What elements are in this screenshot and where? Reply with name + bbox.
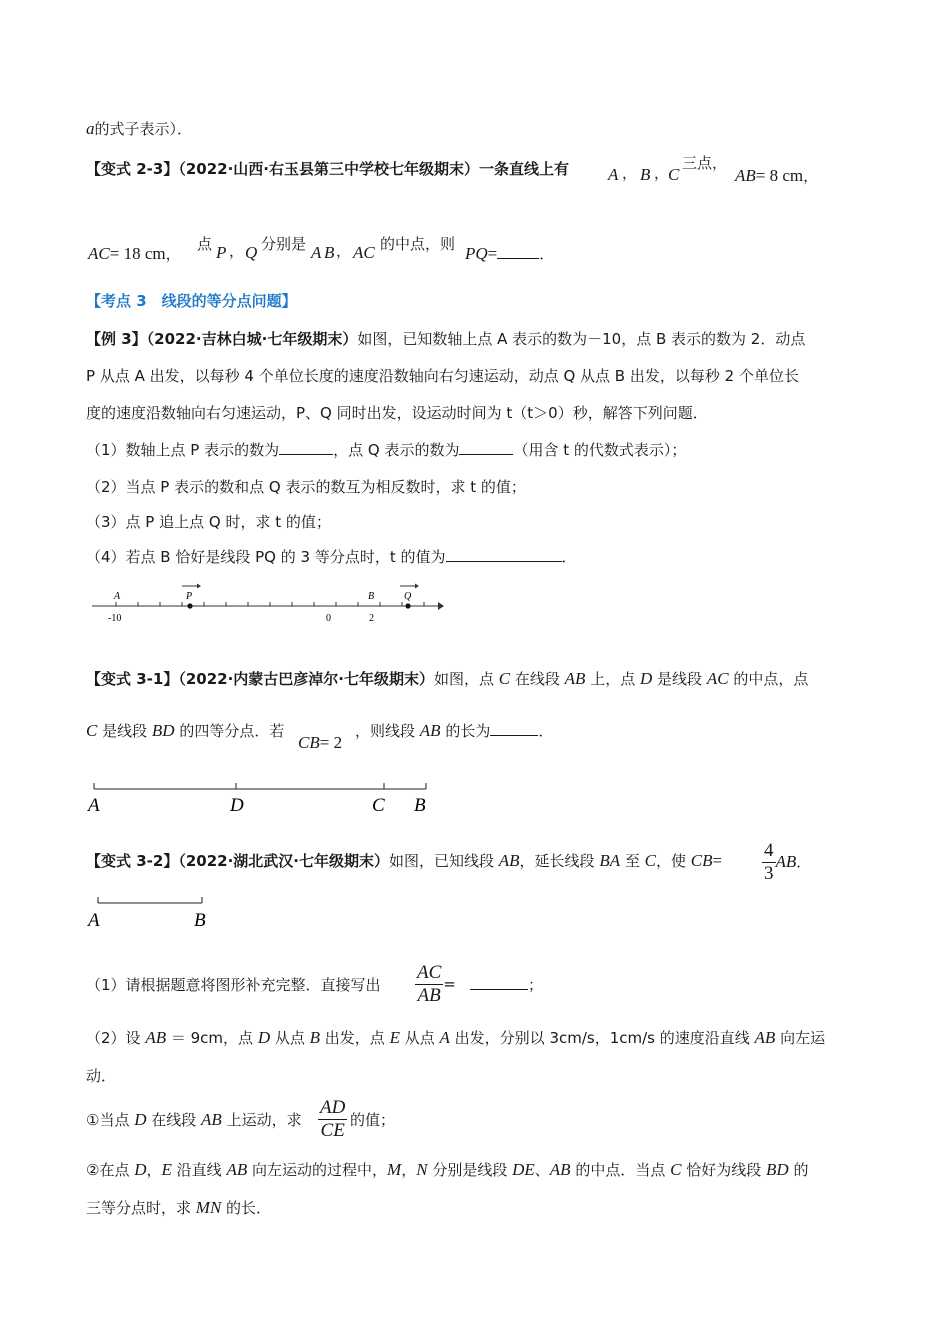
ex3-source: （2022·吉林白城·七年级期末）: [146, 330, 358, 348]
var: DE: [512, 1160, 535, 1179]
variant-2-3-line1: [86, 158, 569, 179]
ratio-answer-blank[interactable]: [470, 977, 528, 990]
point-p: P: [216, 243, 227, 262]
comma: ，: [229, 242, 245, 260]
blank-p[interactable]: [279, 442, 333, 455]
ex3-q3: （3）点 P 追上点 Q 时，求 t 的值；: [86, 513, 331, 531]
t: 是线段: [652, 670, 707, 688]
num: AC: [417, 962, 442, 983]
den: AB: [417, 985, 441, 1006]
v32-source: （2022·湖北武汉·七年级期末）: [178, 852, 389, 870]
t: 出发，点: [320, 1029, 390, 1047]
c1-end: 的值；: [350, 1111, 396, 1129]
ac-value: = 18 cm: [109, 244, 166, 263]
point-p-dot: [187, 603, 192, 608]
t: 从点: [399, 1029, 440, 1047]
comma: ，: [622, 164, 638, 182]
segment-figure-3-1: [84, 775, 444, 817]
t: ②在点: [86, 1161, 135, 1179]
zhongdian-text: 的中点，则: [380, 235, 456, 253]
v32-c2-line2: [86, 1197, 271, 1218]
number-line-figure: [86, 578, 446, 626]
point-a: A: [608, 165, 619, 184]
answer-blank[interactable]: [497, 244, 539, 259]
q4-part-a: （4）若点 B 恰好是线段 PQ 的 3 等分点时，t 的值为: [86, 548, 446, 566]
var: BD: [151, 721, 175, 740]
var: AB: [754, 1028, 776, 1047]
blank-t[interactable]: [446, 549, 562, 562]
t: ，延长线段: [519, 852, 600, 870]
pq-label: PQ: [465, 244, 488, 263]
end-mark: ．: [539, 245, 555, 263]
var: D: [257, 1028, 271, 1047]
q1-part-a: （1）数轴上点 P 表示的数为: [86, 441, 280, 459]
ex3-line2: P 从点 A 出发，以每秒 4 个单位长度的速度沿数轴向右匀速运动，动点 Q 从点 B 出发，以每秒 2 个单位长: [86, 367, 799, 385]
t: ．: [538, 722, 554, 740]
v32-q2-line2: 动．: [86, 1067, 117, 1085]
t: 向左运动的过程中，: [247, 1161, 388, 1179]
t: （2）设: [86, 1029, 146, 1047]
t: 的中点，点: [728, 670, 809, 688]
var: N: [416, 1160, 428, 1179]
t: 沿直线: [171, 1161, 227, 1179]
t: 三等分点时，求: [86, 1199, 196, 1217]
var: AB: [775, 852, 797, 871]
eq: =: [443, 975, 456, 993]
var-a: a: [86, 119, 95, 138]
var: M: [387, 1160, 402, 1179]
t: 如图，已知线段: [388, 852, 499, 870]
variant-source: （2022·山西·右玉县第三中学校七年级期末）一条直线上有: [178, 160, 569, 178]
fig-label-c: C: [372, 795, 385, 816]
t: 是线段: [97, 722, 152, 740]
var: MN: [195, 1198, 222, 1217]
dian-text: 点: [197, 235, 213, 253]
ac-eq: AC= 18 cm，: [88, 244, 181, 263]
fenbie-text: 分别是: [261, 235, 307, 253]
nl-tick-0: 0: [326, 613, 331, 624]
ex3-q1: [86, 439, 686, 460]
ex3-line3: 度的速度沿数轴向右匀速运动，P、Q 同时出发，设运动时间为 t（t＞0）秒，解答下列问题．: [86, 404, 708, 422]
segment-figure-3-2: [84, 893, 224, 935]
t: ＝ 9cm，点: [166, 1029, 258, 1047]
var: C: [498, 669, 511, 688]
v32-line1: [86, 850, 722, 871]
t: ①当点: [86, 1111, 135, 1129]
var: AB: [419, 721, 441, 740]
var: C: [86, 721, 98, 740]
var: C: [670, 1160, 682, 1179]
continuation-line: [86, 118, 192, 139]
t: 从点: [270, 1029, 310, 1047]
var: AB: [498, 851, 520, 870]
ex3-q2: （2）当点 P 表示的数和点 Q 表示的数互为相反数时，求 t 的值；: [86, 478, 526, 496]
point-q-dot: [405, 603, 410, 608]
fig-label-a: A: [88, 795, 100, 816]
t: ，则线段: [355, 722, 420, 740]
fraction: [318, 1097, 347, 1142]
den: CE: [320, 1120, 345, 1141]
ac-label: AC: [88, 244, 110, 263]
var: A: [439, 1028, 450, 1047]
var: B: [309, 1028, 321, 1047]
v31-line2b: [355, 720, 553, 741]
variant-label: 【变式 2-3】: [86, 160, 179, 178]
cb-eq: [298, 733, 342, 753]
fig-label-b: B: [414, 795, 426, 816]
q4-end: ．: [561, 548, 577, 566]
t: 至: [620, 852, 645, 870]
ac-label-2: AC: [353, 243, 375, 262]
ex3-line1: [86, 328, 805, 349]
var: AC: [706, 669, 729, 688]
var: AB: [549, 1160, 571, 1179]
var: BD: [766, 1160, 789, 1179]
t: 向左运: [775, 1029, 826, 1047]
nl-tick-m10: -10: [108, 613, 122, 624]
var: AB: [201, 1110, 222, 1129]
c1-frac: [318, 1097, 347, 1142]
t: 、: [534, 1161, 550, 1179]
q1-answer: [470, 974, 543, 995]
q1-part-c: （用含 t 的代数式表示）；: [513, 441, 687, 459]
nl-label-b: B: [368, 591, 375, 602]
ex3-text1: 如图，已知数轴上点 A 表示的数为－10，点 B 表示的数为 2．动点: [357, 330, 806, 348]
num: AD: [320, 1097, 346, 1118]
v31-line1: [86, 668, 808, 689]
comma: ，: [654, 164, 670, 182]
t: 出发，分别以 3cm/s，1cm/s 的速度沿直线: [449, 1029, 755, 1047]
san-dian: 三点，: [682, 154, 728, 172]
t: 恰好为线段: [681, 1161, 766, 1179]
continuation-text: 的式子表示）．: [94, 120, 193, 138]
ab-label: AB: [735, 166, 756, 185]
var: AB: [564, 669, 586, 688]
v32-q2: [86, 1027, 825, 1048]
t: 上运动，求: [221, 1111, 302, 1129]
q-arrow-head: [415, 584, 419, 589]
v31-line2a: [86, 720, 284, 741]
ex3-q4: [86, 546, 577, 567]
den: 3: [764, 863, 774, 884]
v32-c1: [86, 1109, 302, 1130]
point-b: B: [640, 165, 651, 184]
cb-label: CB: [298, 733, 320, 752]
var: D: [639, 669, 653, 688]
var: D: [134, 1110, 147, 1129]
var: E: [389, 1028, 400, 1047]
ab-answer-blank[interactable]: [490, 723, 538, 736]
t: 的中点．当点: [570, 1161, 671, 1179]
t: 的长．: [221, 1199, 272, 1217]
num: 4: [764, 840, 774, 861]
t: 的四等分点．若: [174, 722, 285, 740]
nl-tick-2: 2: [369, 613, 374, 624]
nl-label-q: Q: [404, 591, 412, 602]
var: C: [644, 851, 656, 870]
frac-4-3: [762, 840, 811, 885]
t: 分别是线段: [427, 1161, 513, 1179]
v32-q1: [86, 974, 381, 995]
v31-source: （2022·内蒙古巴彦淖尔·七年级期末）: [178, 670, 434, 688]
nl-label-a: A: [114, 591, 121, 602]
var: AB: [226, 1160, 248, 1179]
pq-eq: [465, 243, 554, 264]
q1-part-b: ，点 Q 表示的数为: [333, 441, 460, 459]
var: AB: [145, 1028, 167, 1047]
comma: ，: [336, 242, 352, 260]
var: BA: [599, 851, 621, 870]
var: E: [161, 1160, 172, 1179]
q1-frac: [415, 962, 456, 1007]
t: （1）请根据题意将图形补充完整．直接写出: [86, 976, 381, 994]
p-arrow-head: [197, 584, 201, 589]
t: 的长为: [440, 722, 491, 740]
t: ，使: [656, 852, 691, 870]
fraction: [762, 840, 776, 885]
kp3-title: 【考点 3 线段的等分点问题】: [86, 292, 297, 310]
t: ．: [796, 853, 812, 871]
cb-value: = 2: [319, 733, 343, 752]
ab-label-2b: B: [324, 243, 335, 262]
t: ；: [528, 976, 544, 994]
eq: =: [712, 851, 723, 870]
var: D: [134, 1160, 147, 1179]
t: ，: [146, 1161, 162, 1179]
point-q: Q: [245, 243, 258, 262]
var: CB: [690, 851, 713, 870]
t: ，: [401, 1161, 417, 1179]
t: 在线段: [146, 1111, 202, 1129]
t: 在线段: [510, 670, 565, 688]
v32-c2: [86, 1159, 808, 1180]
v32-label: 【变式 3-2】: [86, 852, 179, 870]
t: 如图，点: [433, 670, 499, 688]
blank-q[interactable]: [459, 442, 513, 455]
ab-value: = 8 cm: [755, 166, 804, 185]
ab-eq: AB= 8 cm，: [735, 166, 819, 185]
fraction: [415, 962, 443, 1007]
fig-label-b: B: [194, 910, 206, 931]
ab-label-2: A: [311, 243, 322, 262]
pq-equals: =: [487, 244, 498, 263]
t: 上，点: [585, 670, 640, 688]
ticks: [116, 602, 424, 606]
nl-label-p: P: [186, 591, 193, 602]
t: 的: [788, 1161, 809, 1179]
axis-arrow: [438, 602, 444, 610]
fig-label-d: D: [230, 795, 244, 816]
fig-label-a: A: [88, 910, 100, 931]
v31-label: 【变式 3-1】: [86, 670, 179, 688]
point-c: C: [668, 165, 680, 184]
ex3-label: 【例 3】: [86, 330, 147, 348]
